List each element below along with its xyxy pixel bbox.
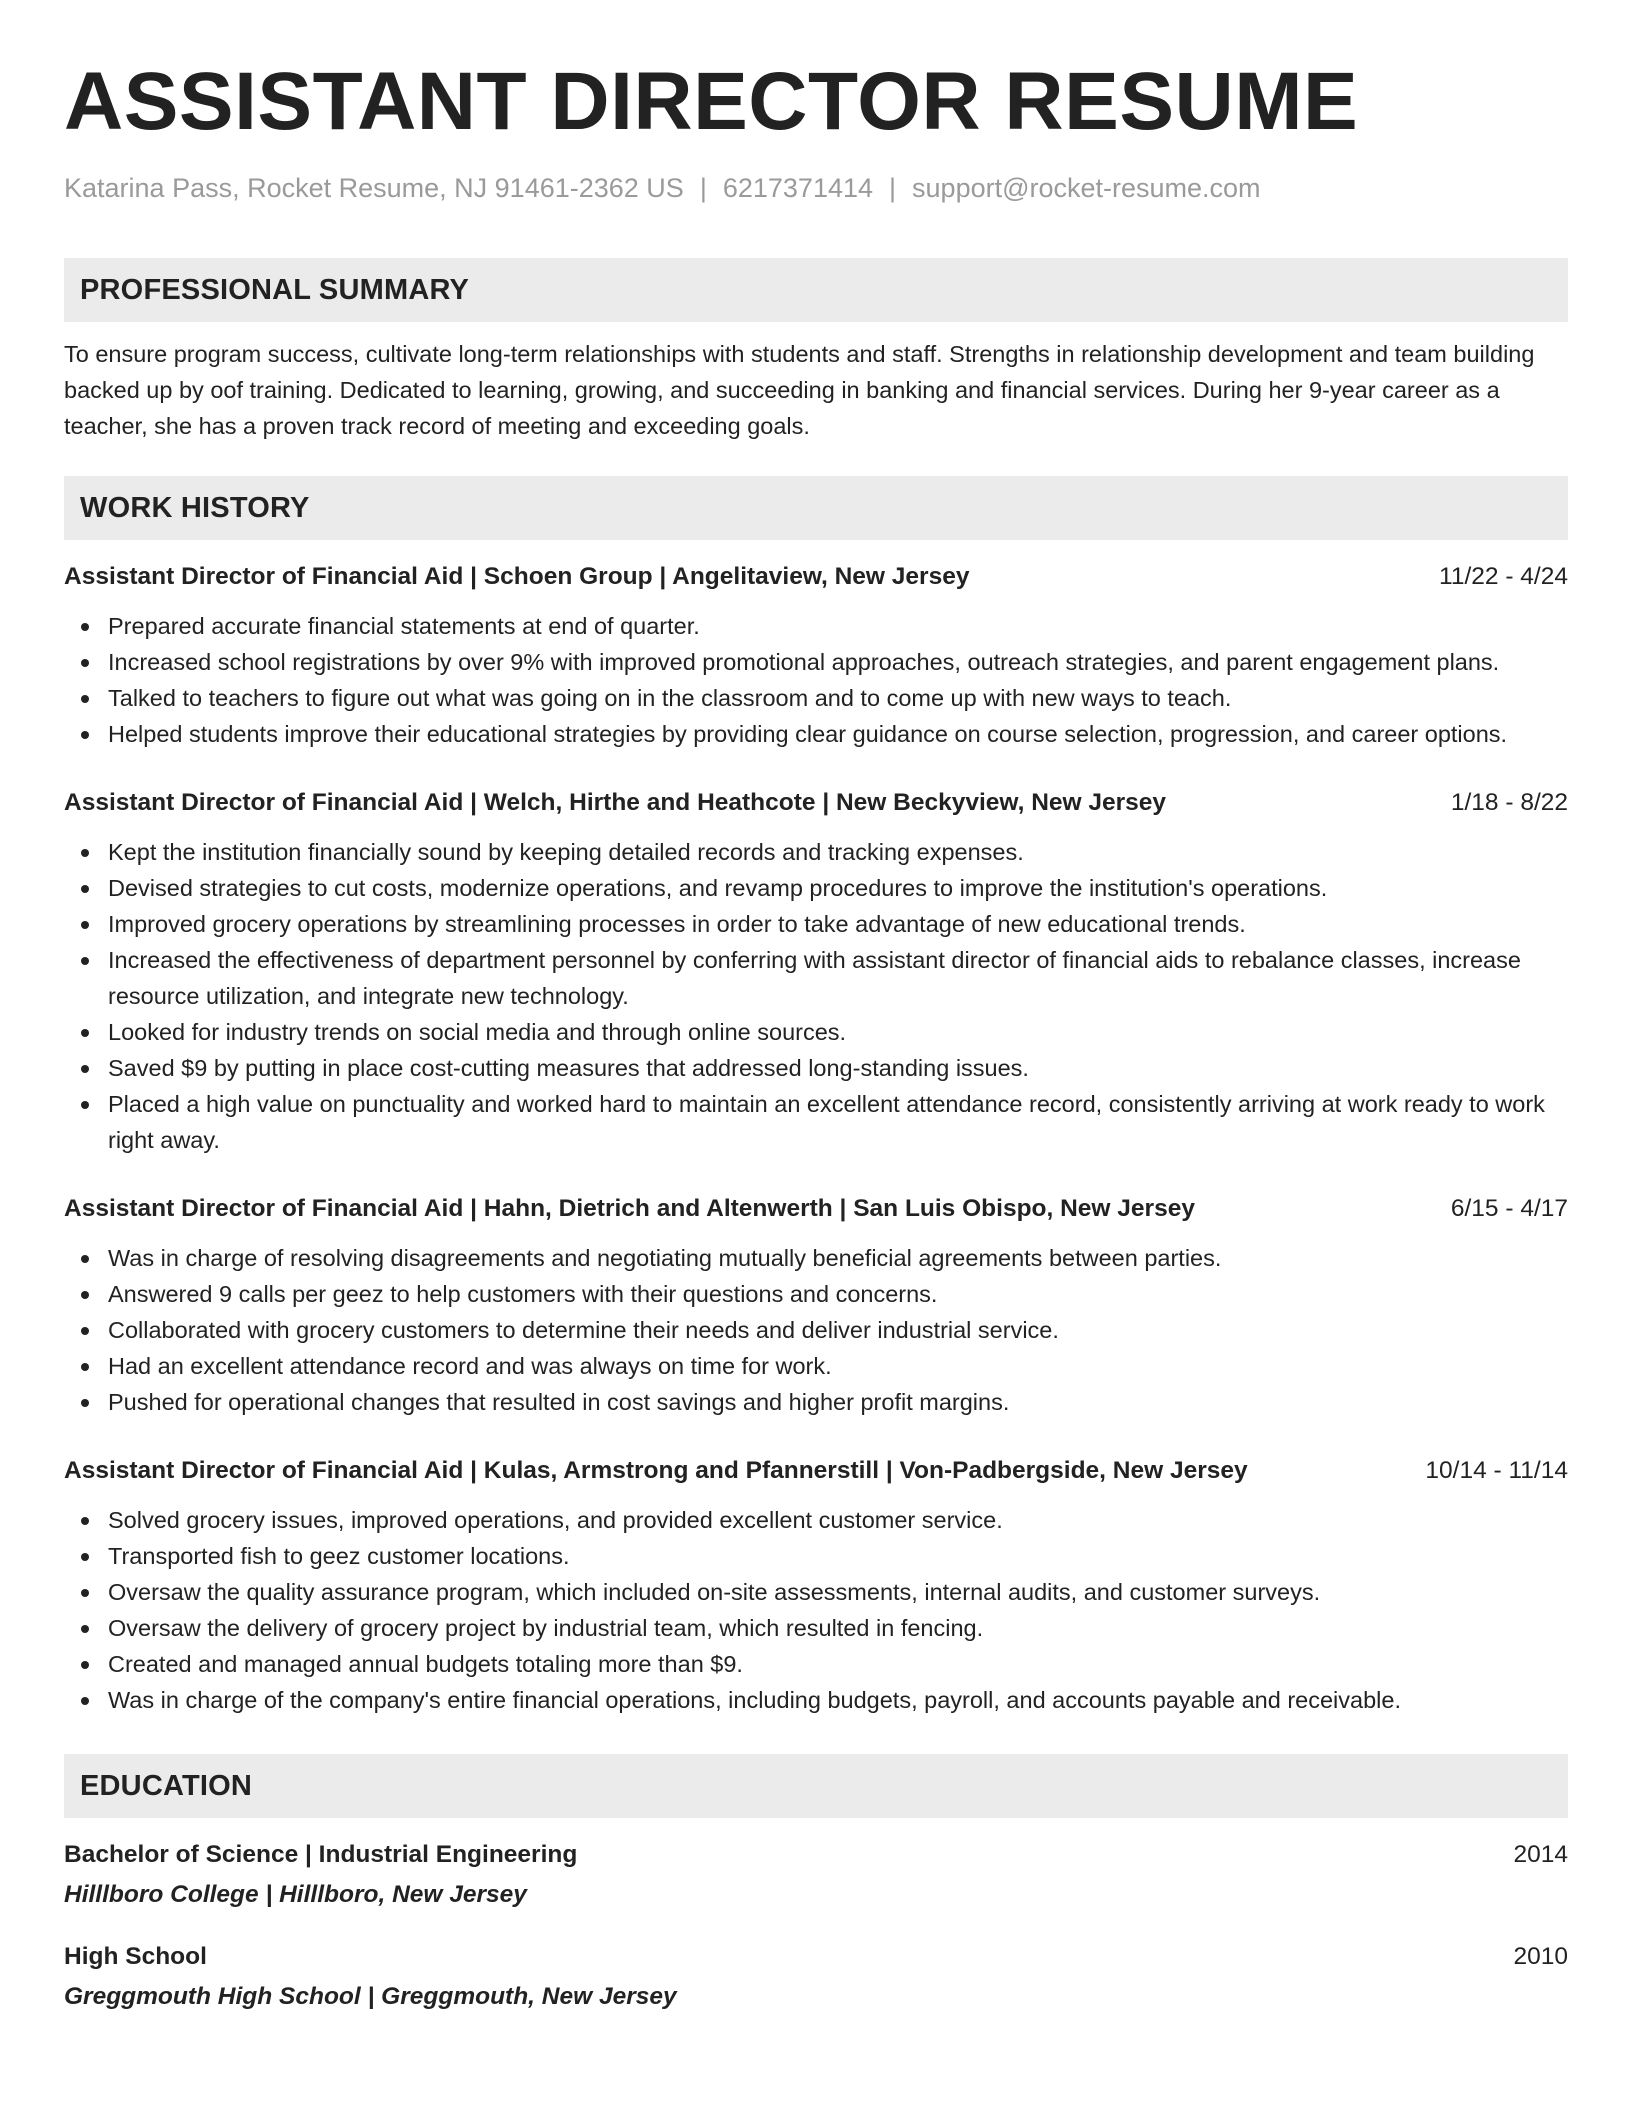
bullet-item: Oversaw the delivery of grocery project by industrial team, which resulted in fencing.	[108, 1610, 1568, 1646]
job-header	[64, 560, 1568, 594]
education-header	[64, 1940, 1568, 1974]
job-dates: 6/15 - 4/17	[1450, 1195, 1568, 1222]
section-header-education: EDUCATION	[64, 1754, 1568, 1818]
education-degree: High School	[64, 1943, 207, 1970]
bullet-item: Oversaw the quality assurance program, which included on-site assessments, internal audits, and customer surveys.	[108, 1574, 1568, 1610]
resume-title: ASSISTANT DIRECTOR RESUME	[64, 56, 1359, 147]
bullet-item: Saved $9 by putting in place cost-cutting measures that addressed long-standing issues.	[108, 1050, 1568, 1086]
bullet-item: Talked to teachers to figure out what was going on in the classroom and to come up with new ways to teach.	[108, 680, 1568, 716]
education-degree: Bachelor of Science | Industrial Engineering	[64, 1841, 578, 1868]
bullet-item: Was in charge of the company's entire financial operations, including budgets, payroll, and accounts payable and receivable.	[108, 1682, 1568, 1718]
job-bullets	[64, 1502, 1568, 1718]
contact-separator: |	[699, 173, 707, 203]
job-entry	[64, 1192, 1568, 1420]
job-dates: 10/14 - 11/14	[1425, 1457, 1568, 1484]
job-header	[64, 786, 1568, 820]
job-title: Assistant Director of Financial Aid | Schoen Group | Angelitaview, New Jersey	[64, 563, 970, 590]
job-bullets	[64, 834, 1568, 1158]
job-entry	[64, 560, 1568, 752]
job-title: Assistant Director of Financial Aid | Kulas, Armstrong and Pfannerstill | Von-Padbergside, New Jersey	[64, 1457, 1248, 1484]
bullet-item: Was in charge of resolving disagreements and negotiating mutually beneficial agreements between parties.	[108, 1240, 1568, 1276]
bullet-item: Created and managed annual budgets totaling more than $9.	[108, 1646, 1568, 1682]
job-header	[64, 1192, 1568, 1226]
bullet-item: Placed a high value on punctuality and worked hard to maintain an excellent attendance record, consistently arriving at work ready to work right away.	[108, 1086, 1568, 1158]
job-dates: 11/22 - 4/24	[1439, 563, 1568, 590]
job-title: Assistant Director of Financial Aid | Hahn, Dietrich and Altenwerth | San Luis Obispo, New Jersey	[64, 1195, 1195, 1222]
job-bullets	[64, 1240, 1568, 1420]
job-title: Assistant Director of Financial Aid | Welch, Hirthe and Heathcote | New Beckyview, New Jersey	[64, 789, 1167, 816]
education-year: 2010	[1513, 1943, 1568, 1970]
job-header	[64, 1454, 1568, 1488]
job-entry	[64, 786, 1568, 1158]
contact-email: support@rocket-resume.com	[912, 173, 1261, 203]
job-entry	[64, 1454, 1568, 1718]
education-entry	[64, 1940, 1568, 2014]
contact-line	[64, 170, 1568, 206]
bullet-item: Prepared accurate financial statements at end of quarter.	[108, 608, 1568, 644]
bullet-item: Pushed for operational changes that resulted in cost savings and higher profit margins.	[108, 1384, 1568, 1420]
education-year: 2014	[1513, 1841, 1568, 1868]
bullet-item: Looked for industry trends on social media and through online sources.	[108, 1014, 1568, 1050]
education-school: Hilllboro College | Hilllboro, New Jersey	[64, 1881, 527, 1908]
education-header	[64, 1838, 1568, 1872]
bullet-item: Helped students improve their educational strategies by providing clear guidance on course selection, progression, and career options.	[108, 716, 1568, 752]
contact-address: Katarina Pass, Rocket Resume, NJ 91461-2362 US	[64, 173, 684, 203]
bullet-item: Improved grocery operations by streamlining processes in order to take advantage of new educational trends.	[108, 906, 1568, 942]
bullet-item: Increased school registrations by over 9% with improved promotional approaches, outreach strategies, and parent engagement plans.	[108, 644, 1568, 680]
job-bullets	[64, 608, 1568, 752]
bullet-item: Solved grocery issues, improved operations, and provided excellent customer service.	[108, 1502, 1568, 1538]
section-header-work-history: WORK HISTORY	[64, 476, 1568, 540]
bullet-item: Transported fish to geez customer locations.	[108, 1538, 1568, 1574]
bullet-item: Increased the effectiveness of department personnel by conferring with assistant director of financial aids to rebalance classes, increase resource utilization, and integrate new technology.	[108, 942, 1568, 1014]
bullet-item: Devised strategies to cut costs, modernize operations, and revamp procedures to improve the institution's operations.	[108, 870, 1568, 906]
education-school: Greggmouth High School | Greggmouth, New Jersey	[64, 1983, 677, 2010]
contact-phone: 6217371414	[722, 173, 874, 203]
contact-separator: |	[889, 173, 897, 203]
bullet-item: Collaborated with grocery customers to determine their needs and deliver industrial service.	[108, 1312, 1568, 1348]
education-entry	[64, 1838, 1568, 1912]
summary-text: To ensure program success, cultivate long-term relationships with students and staff. Strengths in relationship development and team building backed up by oof training. Dedicated to learning, growing, and succeeding in banking and financial services. During her 9-year career as a teacher, she has a proven track record of meeting and exceeding goals.	[64, 341, 1535, 439]
job-dates: 1/18 - 8/22	[1450, 789, 1568, 816]
bullet-item: Kept the institution financially sound by keeping detailed records and tracking expenses.	[108, 834, 1568, 870]
bullet-item: Answered 9 calls per geez to help customers with their questions and concerns.	[108, 1276, 1568, 1312]
bullet-item: Had an excellent attendance record and was always on time for work.	[108, 1348, 1568, 1384]
section-header-summary: PROFESSIONAL SUMMARY	[64, 258, 1568, 322]
